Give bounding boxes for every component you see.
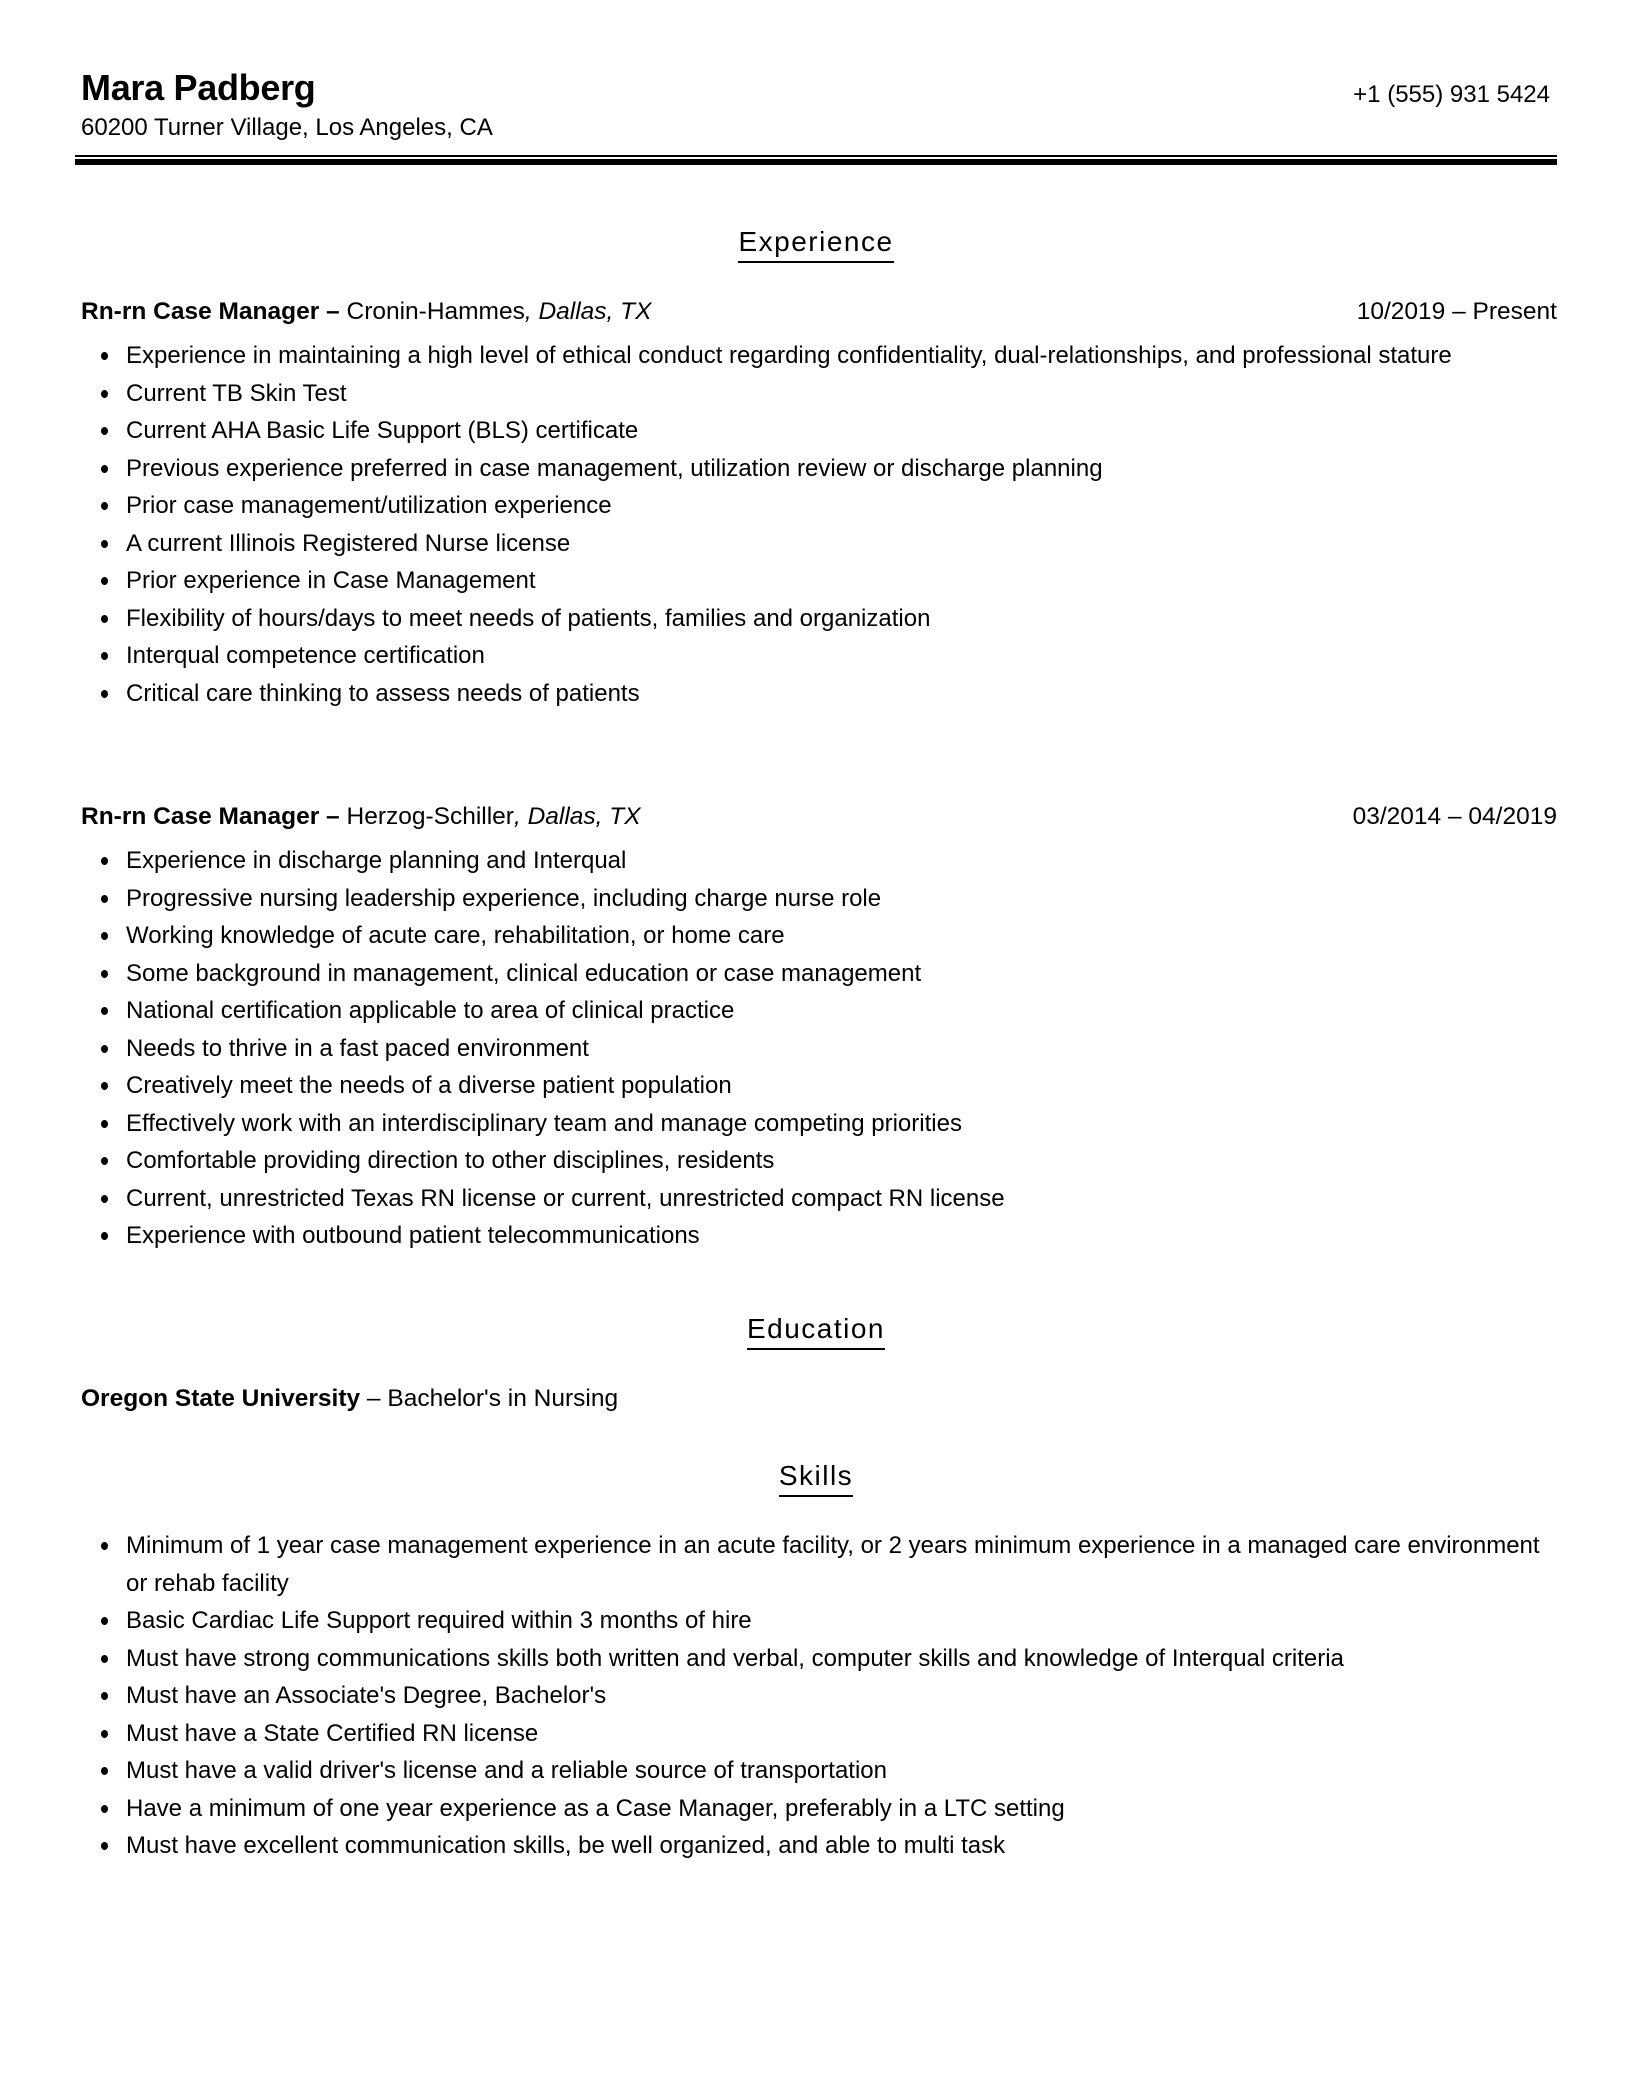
section-heading-experience-text: Experience: [738, 224, 893, 263]
list-item: [126, 675, 1546, 713]
bullet-icon: [101, 1082, 108, 1090]
header-divider: [75, 155, 1557, 166]
list-item: [126, 1677, 1546, 1715]
bullet-icon: [101, 1232, 108, 1240]
list-item-text: Must have a valid driver's license and a reliable source of transportation: [126, 1757, 887, 1784]
job-title: Rn-rn Case Manager –: [81, 803, 340, 830]
list-item: [126, 1180, 1546, 1218]
list-item-text: Must have a State Certified RN license: [126, 1719, 539, 1747]
bullet-icon: [101, 465, 108, 473]
list-item-text: Must have an Associate's Degree, Bachelor's: [126, 1682, 607, 1709]
list-item-text: Flexibility of hours/days to meet needs of patients, families and organization: [126, 604, 931, 632]
bullet-icon: [101, 1692, 108, 1700]
education-entry: [81, 1383, 618, 1415]
skills-list: [126, 1527, 1546, 1865]
bullet-icon: [101, 615, 108, 623]
section-heading-education: [0, 1311, 1632, 1350]
list-item-text: Must have excellent communication skills, be well organized, and able to multi task: [126, 1832, 1006, 1859]
job-company: Herzog-Schiller: [339, 803, 514, 830]
list-item: [126, 992, 1546, 1030]
list-item: [126, 1602, 1546, 1640]
list-item-text: Needs to thrive in a fast paced environment: [126, 1034, 589, 1062]
list-item-text: Must have strong communications skills both written and verbal, computer skills and knowledge of Interqual criteria: [126, 1644, 1344, 1672]
list-item: [126, 525, 1546, 563]
job-location: , Dallas, TX: [513, 803, 641, 830]
list-item-text: Progressive nursing leadership experience, including charge nurse role: [126, 884, 882, 912]
education-degree: – Bachelor's in Nursing: [360, 1385, 619, 1412]
list-item-text: Prior experience in Case Management: [126, 567, 536, 594]
list-item-text: Comfortable providing direction to other disciplines, residents: [126, 1147, 775, 1174]
bullet-icon: [101, 1655, 108, 1663]
list-item-text: Current, unrestricted Texas RN license or current, unrestricted compact RN license: [126, 1184, 1005, 1212]
list-item-text: National certification applicable to area of clinical practice: [126, 997, 735, 1024]
list-item-text: Experience in discharge planning and Interqual: [126, 847, 627, 874]
list-item-text: Working knowledge of acute care, rehabilitation, or home care: [126, 922, 785, 949]
bullet-icon: [101, 690, 108, 698]
list-item-text: Basic Cardiac Life Support required within 3 months of hire: [126, 1607, 752, 1634]
list-item: [126, 842, 1546, 880]
list-item: [126, 1640, 1546, 1678]
list-item: [126, 412, 1546, 450]
bullet-icon: [101, 1617, 108, 1625]
list-item: [126, 1067, 1546, 1105]
bullet-icon: [101, 1542, 108, 1550]
bullet-icon: [101, 857, 108, 865]
section-heading-education-text: Education: [747, 1311, 885, 1350]
list-item: [126, 600, 1546, 638]
list-item-text: Prior case management/utilization experience: [126, 492, 612, 519]
section-heading-skills: [0, 1458, 1632, 1497]
bullet-icon: [101, 1805, 108, 1813]
bullet-icon: [101, 652, 108, 660]
candidate-name: Mara Padberg: [81, 67, 316, 108]
list-item: [126, 637, 1546, 675]
list-item-text: Creatively meet the needs of a diverse patient population: [126, 1072, 732, 1099]
list-item-text: Experience in maintaining a high level of ethical conduct regarding confidentiality, dual-relationships, and professional stature: [126, 342, 1452, 369]
job-header: [81, 801, 1557, 833]
bullet-icon: [101, 970, 108, 978]
bullet-icon: [101, 1195, 108, 1203]
list-item: [126, 1752, 1546, 1790]
candidate-address: 60200 Turner Village, Los Angeles, CA: [81, 114, 493, 141]
list-item: [126, 955, 1546, 993]
bullet-icon: [101, 352, 108, 360]
list-item: [126, 1827, 1546, 1865]
job-header: [81, 296, 1557, 328]
bullet-icon: [101, 1045, 108, 1053]
bullet-icon: [101, 1157, 108, 1165]
job-title: Rn-rn Case Manager –: [81, 298, 340, 325]
list-item: [126, 375, 1546, 413]
list-item: [126, 487, 1546, 525]
bullet-icon: [101, 1842, 108, 1850]
bullet-icon: [101, 895, 108, 903]
job-bullet-list: [126, 337, 1546, 712]
job-location: , Dallas, TX: [524, 298, 652, 325]
job-dates: 10/2019 – Present: [1356, 298, 1557, 325]
job-bullet-list: [126, 842, 1546, 1255]
bullet-icon: [101, 577, 108, 585]
list-item: [126, 880, 1546, 918]
list-item: [126, 917, 1546, 955]
list-item-text: Experience with outbound patient telecommunications: [126, 1222, 700, 1249]
list-item-text: Current TB Skin Test: [126, 379, 347, 407]
bullet-icon: [101, 502, 108, 510]
candidate-phone: +1 (555) 931 5424: [1353, 81, 1550, 108]
bullet-icon: [101, 390, 108, 398]
list-item: [126, 1105, 1546, 1143]
list-item: [126, 1715, 1546, 1753]
bullet-icon: [101, 1007, 108, 1015]
list-item-text: Have a minimum of one year experience as a Case Manager, preferably in a LTC setting: [126, 1794, 1065, 1822]
list-item-text: Previous experience preferred in case management, utilization review or discharge planning: [126, 454, 1103, 482]
list-item-text: Some background in management, clinical education or case management: [126, 959, 922, 987]
divider-thick-line: [75, 159, 1557, 165]
section-heading-skills-text: Skills: [779, 1458, 853, 1497]
list-item: [126, 1790, 1546, 1828]
list-item-text: Interqual competence certification: [126, 642, 485, 669]
list-item: [126, 337, 1546, 375]
list-item-text: Minimum of 1 year case management experience in an acute facility, or 2 years minimum experience in a managed care environment or rehab facility: [126, 1532, 1540, 1597]
bullet-icon: [101, 1120, 108, 1128]
bullet-icon: [101, 932, 108, 940]
divider-thin-line: [75, 155, 1557, 157]
job-dates: 03/2014 – 04/2019: [1352, 803, 1557, 830]
bullet-icon: [101, 540, 108, 548]
section-heading-experience: [0, 224, 1632, 263]
list-item-text: Current AHA Basic Life Support (BLS) certificate: [126, 417, 639, 444]
list-item: [126, 1217, 1546, 1255]
list-item: [126, 1030, 1546, 1068]
list-item-text: Critical care thinking to assess needs of patients: [126, 679, 640, 707]
bullet-icon: [101, 1767, 108, 1775]
list-item: [126, 562, 1546, 600]
list-item: [126, 1527, 1546, 1602]
list-item: [126, 450, 1546, 488]
bullet-icon: [101, 1730, 108, 1738]
job-company: Cronin-Hammes: [339, 298, 525, 325]
bullet-icon: [101, 427, 108, 435]
list-item-text: Effectively work with an interdisciplinary team and manage competing priorities: [126, 1109, 962, 1137]
list-item-text: A current Illinois Registered Nurse license: [126, 529, 571, 557]
list-item: [126, 1142, 1546, 1180]
education-school: Oregon State University: [81, 1385, 361, 1412]
